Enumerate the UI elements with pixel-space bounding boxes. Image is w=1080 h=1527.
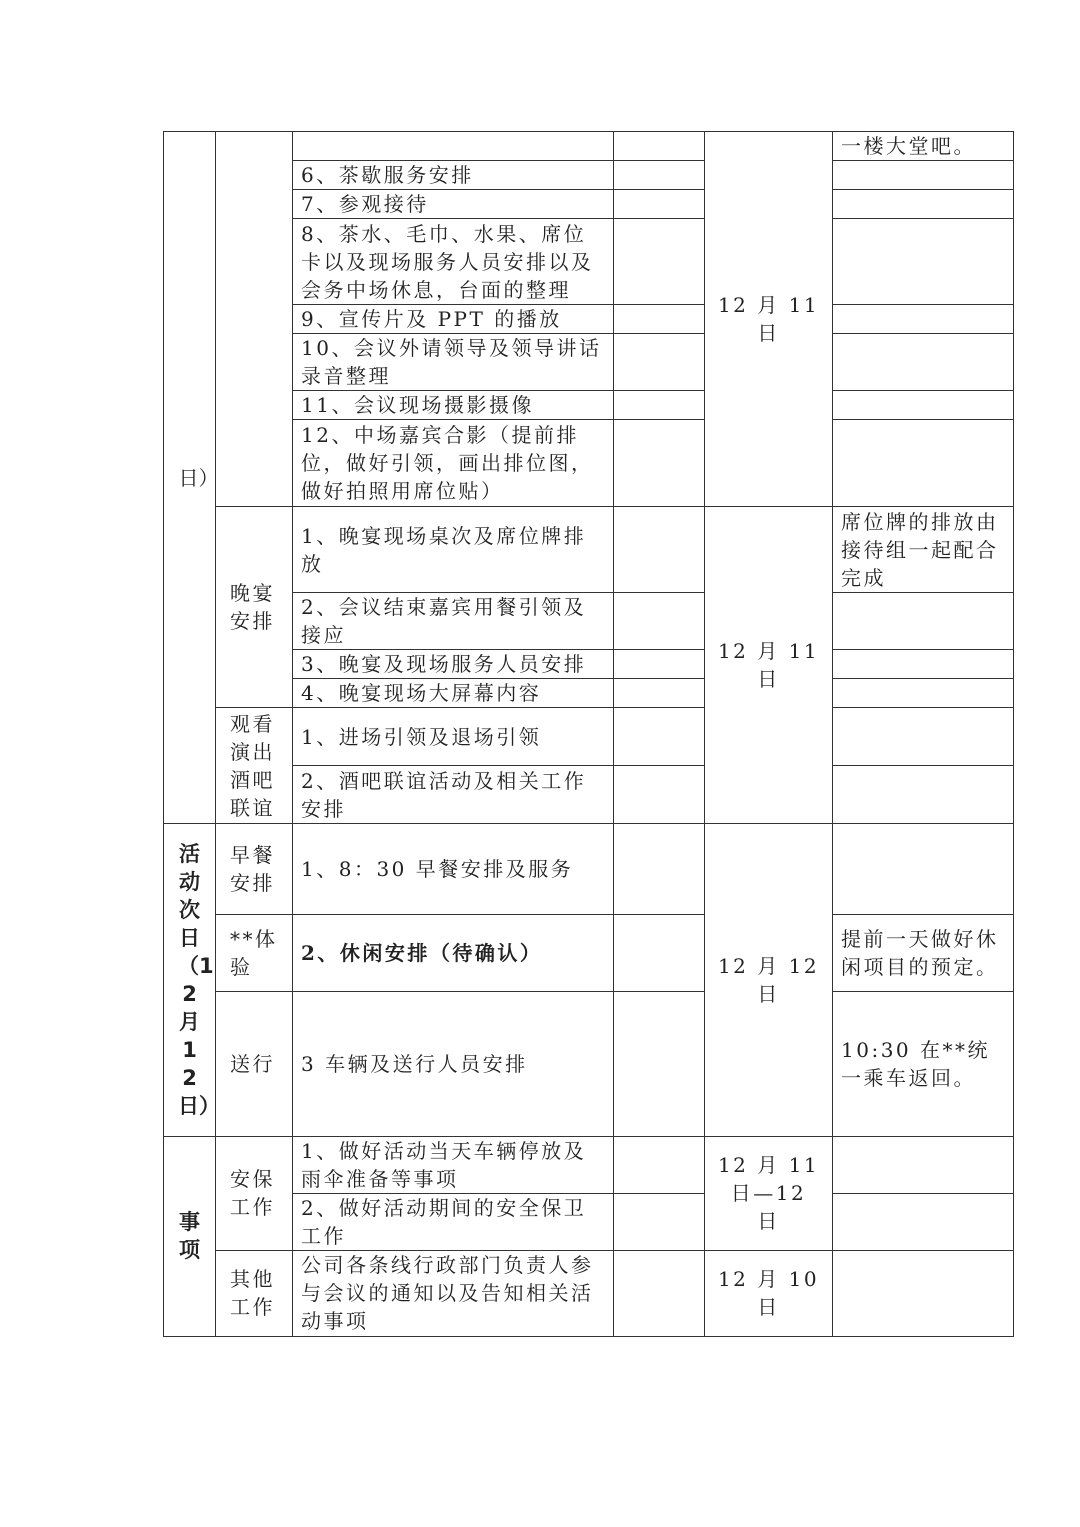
note-cell xyxy=(833,766,1014,824)
task-cell: 11、会议现场摄影摄像 xyxy=(293,391,614,420)
table-row xyxy=(164,991,1014,1136)
note-cell: 提前一天做好休闲项目的预定。 xyxy=(833,914,1014,991)
task-cell: 公司各条线行政部门负责人参与会议的通知以及告知相关活动事项 xyxy=(293,1250,614,1336)
table-row xyxy=(164,1250,1014,1336)
task-cell: 10、会议外请领导及领导讲话录音整理 xyxy=(293,334,614,391)
group-matters-label: 事项 xyxy=(179,1210,200,1263)
blank-cell xyxy=(614,766,705,824)
task-cell: 2、休闲安排（待确认） xyxy=(293,914,614,991)
note-cell xyxy=(833,190,1014,219)
note-cell: 一楼大堂吧。 xyxy=(833,132,1014,161)
blank-cell xyxy=(614,679,705,708)
blank-cell xyxy=(614,824,705,914)
date-label: 12 月 12 日 xyxy=(717,954,820,1007)
blank-cell xyxy=(614,161,705,190)
blank-cell xyxy=(614,305,705,334)
task-cell: 2、做好活动期间的安全保卫工作 xyxy=(293,1193,614,1250)
task-cell: 12、中场嘉宾合影（提前排位，做好引领，画出排位图，做好拍照用席位贴） xyxy=(293,420,614,507)
table-row xyxy=(164,507,1014,593)
task-cell: 1、做好活动当天车辆停放及雨伞准备等事项 xyxy=(293,1136,614,1193)
group-next-day-label: 活动次日（12月12日） xyxy=(177,842,220,1119)
task-cell: 4、晚宴现场大屏幕内容 xyxy=(293,679,614,708)
date-cell xyxy=(705,132,833,507)
blank-cell xyxy=(614,593,705,650)
task-cell: 1、8：30 早餐安排及服务 xyxy=(293,824,614,914)
section-breakfast-cell xyxy=(216,824,293,914)
date-cell xyxy=(705,1250,833,1336)
task-cell: 1、晚宴现场桌次及席位牌排放 xyxy=(293,507,614,593)
section-experience-label: **体验 xyxy=(230,926,278,979)
group-day1-cell xyxy=(164,132,219,824)
date-cell xyxy=(705,824,833,1136)
note-cell xyxy=(833,1250,1014,1336)
table-row xyxy=(164,1136,1014,1193)
task-cell: 1、进场引领及退场引领 xyxy=(293,708,614,766)
blank-cell xyxy=(614,420,705,507)
blank-cell xyxy=(614,132,705,161)
date-label: 12 月 11 日—12 日 xyxy=(717,1153,820,1234)
section-other-cell xyxy=(216,1250,293,1336)
note-cell xyxy=(833,650,1014,679)
date-label: 12 月 10 日 xyxy=(717,1267,820,1320)
section-show-bar-cell xyxy=(216,708,293,824)
date-cell xyxy=(705,1136,833,1250)
note-cell: 10:30 在**统一乘车返回。 xyxy=(833,991,1014,1136)
table-row xyxy=(164,824,1014,914)
task-cell: 2、会议结束嘉宾用餐引领及接应 xyxy=(293,593,614,650)
task-cell: 2、酒吧联谊活动及相关工作安排 xyxy=(293,766,614,824)
note-cell xyxy=(833,391,1014,420)
task-cell: 9、宣传片及 PPT 的播放 xyxy=(293,305,614,334)
group-day1-label: 日） xyxy=(178,465,219,490)
section-empty-cell xyxy=(216,132,293,507)
note-cell xyxy=(833,1193,1014,1250)
section-security-cell xyxy=(216,1136,293,1250)
blank-cell xyxy=(614,219,705,305)
group-next-day-cell xyxy=(164,824,220,1136)
date-cell xyxy=(705,507,833,824)
date-label: 12 月 11 日 xyxy=(717,293,820,346)
section-farewell-label: 送行 xyxy=(230,1051,275,1076)
section-dinner-label: 晚宴安排 xyxy=(230,581,275,634)
blank-cell xyxy=(614,650,705,679)
task-cell: 6、茶歇服务安排 xyxy=(293,161,614,190)
note-cell xyxy=(833,161,1014,190)
note-cell xyxy=(833,593,1014,650)
table-row xyxy=(164,132,1014,161)
note-cell xyxy=(833,219,1014,305)
section-other-label: 其他工作 xyxy=(230,1267,275,1320)
table-row xyxy=(164,708,1014,766)
note-cell xyxy=(833,334,1014,391)
task-cell xyxy=(293,132,614,161)
date-label: 12 月 11 日 xyxy=(717,639,820,692)
blank-cell xyxy=(614,391,705,420)
blank-cell xyxy=(614,334,705,391)
task-cell: 7、参观接待 xyxy=(293,190,614,219)
note-cell: 席位牌的排放由接待组一起配合完成 xyxy=(833,507,1014,593)
note-cell xyxy=(833,1136,1014,1193)
table-row xyxy=(164,914,1014,991)
blank-cell xyxy=(614,190,705,219)
note-cell xyxy=(833,824,1014,914)
blank-cell xyxy=(614,708,705,766)
section-breakfast-label: 早餐安排 xyxy=(230,843,275,896)
section-farewell-cell xyxy=(216,991,293,1136)
schedule-table xyxy=(163,131,1014,1337)
section-dinner-cell xyxy=(216,507,293,708)
note-cell xyxy=(833,305,1014,334)
task-cell: 3 车辆及送行人员安排 xyxy=(293,991,614,1136)
note-cell xyxy=(833,420,1014,507)
blank-cell xyxy=(614,1193,705,1250)
section-security-label: 安保工作 xyxy=(230,1167,275,1220)
task-cell: 3、晚宴及现场服务人员安排 xyxy=(293,650,614,679)
group-matters-cell xyxy=(164,1136,216,1336)
note-cell xyxy=(833,708,1014,766)
task-cell: 8、茶水、毛巾、水果、席位卡以及现场服务人员安排以及会务中场休息，台面的整理 xyxy=(293,219,614,305)
blank-cell xyxy=(614,1136,705,1193)
section-experience-cell xyxy=(216,914,293,991)
blank-cell xyxy=(614,507,705,593)
blank-cell xyxy=(614,1250,705,1336)
blank-cell xyxy=(614,914,705,991)
blank-cell xyxy=(614,991,705,1136)
section-show-bar-label: 观看演出酒吧联谊 xyxy=(230,711,275,820)
note-cell xyxy=(833,679,1014,708)
